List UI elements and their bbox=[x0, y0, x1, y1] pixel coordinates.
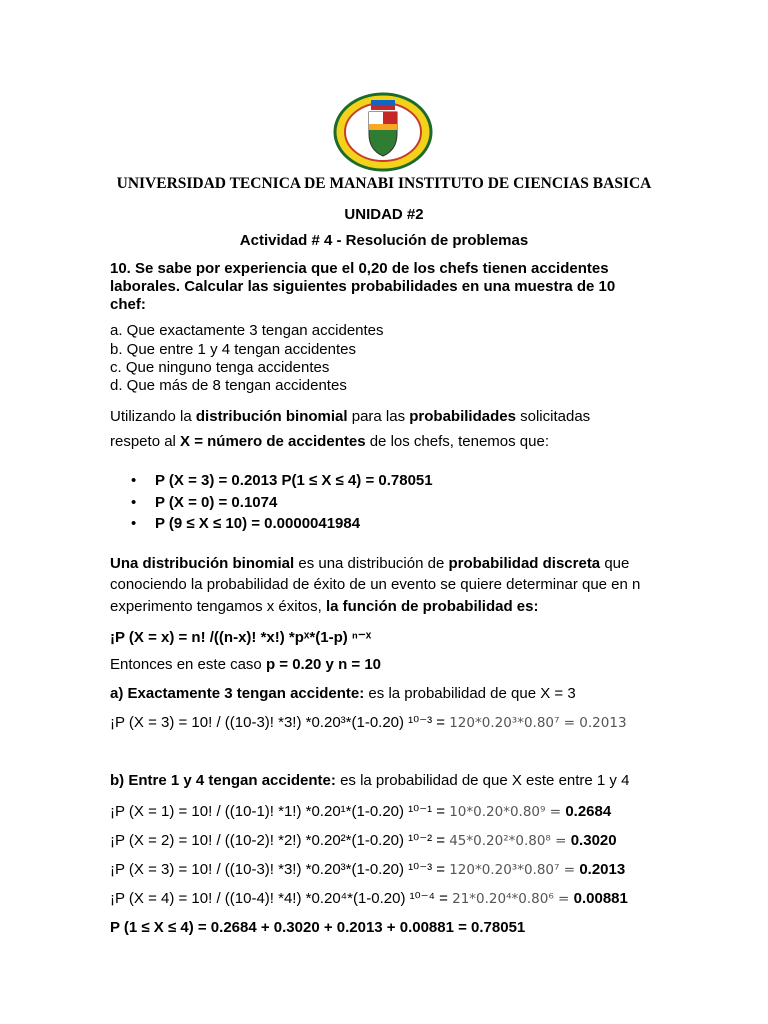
bullet-icon: • bbox=[131, 494, 137, 511]
intro-line-2: respeto al X = número de accidentes de los chefs, tenemos que: bbox=[110, 433, 549, 450]
definition-line-3: experimento tengamos x éxitos, la función de probabilidad es: bbox=[110, 598, 539, 615]
institution-title: UNIVERSIDAD TECNICA DE MANABI INSTITUTO DE CIENCIAS BASICA bbox=[116, 175, 652, 192]
problem-item-b: b. Que entre 1 y 4 tengan accidentes bbox=[110, 341, 356, 358]
problem-item-c: c. Que ninguno tenga accidentes bbox=[110, 359, 330, 376]
part-b-equation-2: ¡P (X = 2) = 10! / ((10-2)! *2!) *0.20²*(1-0.20) ¹⁰⁻² = 45*0.20²*0.80⁸ = 0.3020 bbox=[110, 832, 617, 849]
parameters-line: Entonces en este caso p = 0.20 y n = 10 bbox=[110, 656, 382, 673]
unit-title: UNIDAD #2 bbox=[344, 206, 424, 223]
part-b-equation-4: ¡P (X = 4) = 10! / ((10-4)! *4!) *0.20⁴*(1-0.20) ¹⁰⁻⁴ = 21*0.20⁴*0.80⁶ = 0.00881 bbox=[110, 890, 628, 907]
part-b-sum: P (1 ≤ X ≤ 4) = 0.2684 + 0.3020 + 0.2013 + 0.00881 = 0.78051 bbox=[110, 919, 526, 936]
bullet-icon: • bbox=[131, 515, 137, 532]
intro-line-1: Utilizando la distribución binomial para las probabilidades solicitadas bbox=[110, 408, 591, 425]
part-a-equation: ¡P (X = 3) = 10! / ((10-3)! *3!) *0.20³*(1-0.20) ¹⁰⁻³ = 120*0.20³*0.80⁷ = 0.2013 bbox=[110, 714, 627, 731]
problem-statement-line-1: 10. Se sabe por experiencia que el 0,20 de los chefs tienen accidentes bbox=[110, 260, 609, 277]
result-item: P (X = 3) = 0.2013 P(1 ≤ X ≤ 4) = 0.78051 bbox=[155, 472, 433, 489]
university-seal-logo bbox=[333, 92, 433, 172]
bullet-icon: • bbox=[131, 472, 137, 489]
definition-line-2: conociendo la probabilidad de éxito de un evento se quiere determinar que en n bbox=[110, 576, 641, 593]
result-item: P (9 ≤ X ≤ 10) = 0.0000041984 bbox=[155, 515, 361, 532]
part-b-equation-1: ¡P (X = 1) = 10! / ((10-1)! *1!) *0.20¹*(1-0.20) ¹⁰⁻¹ = 10*0.20*0.80⁹ = 0.2684 bbox=[110, 803, 612, 820]
part-b-equation-3: ¡P (X = 3) = 10! / ((10-3)! *3!) *0.20³*(1-0.20) ¹⁰⁻³ = 120*0.20³*0.80⁷ = 0.2013 bbox=[110, 861, 626, 878]
part-b-heading: b) Entre 1 y 4 tengan accidente: es la probabilidad de que X este entre 1 y 4 bbox=[110, 772, 630, 789]
activity-title: Actividad # 4 - Resolución de problemas bbox=[239, 232, 529, 249]
result-item: P (X = 0) = 0.1074 bbox=[155, 494, 278, 511]
problem-statement-line-3: chef: bbox=[110, 296, 146, 313]
part-a-heading: a) Exactamente 3 tengan accidente: es la probabilidad de que X = 3 bbox=[110, 685, 576, 702]
problem-item-d: d. Que más de 8 tengan accidentes bbox=[110, 377, 347, 394]
problem-statement-line-2: laborales. Calcular las siguientes probabilidades en una muestra de 10 bbox=[110, 278, 616, 295]
problem-item-a: a. Que exactamente 3 tengan accidentes bbox=[110, 322, 384, 339]
definition-line-1: Una distribución binomial es una distribución de probabilidad discreta que bbox=[110, 555, 630, 572]
binomial-formula: ¡P (X = x) = n! /((n-x)! *x!) *pˣ*(1-p) ⁿ⁻ˣ bbox=[110, 629, 372, 646]
